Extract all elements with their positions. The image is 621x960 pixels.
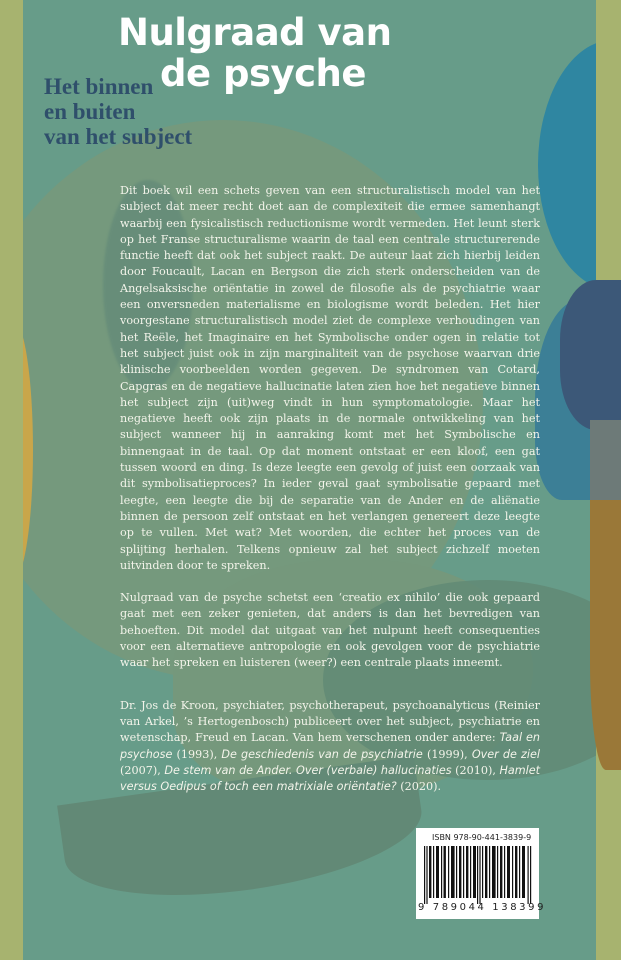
title-line-1: Nulgraad van <box>118 11 392 54</box>
barcode-bars-icon <box>424 846 532 904</box>
book-subtitle <box>44 74 192 149</box>
navy-blob-shape <box>560 280 621 430</box>
subtitle-line-3: van het subject <box>44 124 193 149</box>
work-title: Hamlet versus Oedipus of toch een matrixiale oriëntatie? <box>120 763 540 794</box>
work-year: (1993), <box>172 747 222 761</box>
isbn-barcode <box>416 828 547 919</box>
work-year: (2007), <box>120 763 165 777</box>
orange-blob-shape <box>590 500 621 770</box>
work-title: Over de ziel <box>471 747 541 761</box>
subtitle-line-1: Het binnen <box>44 74 154 99</box>
work-year: (2010), <box>451 763 500 777</box>
author-bio <box>120 698 540 796</box>
work-title: De geschiedenis van de psychiatrie <box>221 747 423 761</box>
blurb-paragraph-1: Dit boek wil een schets geven van een structuralistisch model van het subject dat meer recht doet aan de complexiteit die ermee samenhangt waarbij een fysicalistisch reductionisme wordt vermeden. Het leunt sterk op het Franse structuralisme waarin de taal een centrale structurerende functie heeft dat ook het subject raakt. De auteur laat zich hierbij leiden door Foucault, Lacan en Bergson die zich sterk onderscheiden van de Angelsaksische oriëntatie in zowel de filosofie als de psychiatrie waar een onversneden materialisme en biologisme wordt beleden. Het hier voorgestane structuralistisch model ziet de complexe verhoudingen van het Reële, het Imaginaire en het Symbolische onder ogen in relatie tot het subject juist ook in zijn marginaliteit van de psychose waarvan drie klinische voorbeelden worden gegeven. De syndromen van Cotard, Capgras en de negatieve hallucinatie laten zien hoe het negatieve binnen het subject zijn (uit)weg vindt in hun symptomatologie. Maar het negatieve heeft ook zijn plaats in de normale ontwikkeling van het subject wanneer hij in aanraking komt met het Symbolische en binnengaat in de taal. Op dat moment ontstaat er een kloof, een gat tussen woord en ding. Is deze leegte een gevolg of juist een oorzaak van dit symbolisatieproces? In ieder geval gaat symbolisatie gepaard met leegte, een leegte die bij de separatie van de Ander en de aliënatie binnen de persoon zelf ontstaat en het verlangen genereert deze leegte op te vullen. Met wat? Met woorden, die echter het proces van de splijting herhalen. Telkens opnieuw zal het subject zichzelf moeten uitvinden door te spreken. <box>120 184 540 572</box>
subtitle-line-2: en buiten <box>44 99 136 124</box>
barcode-digits: 9 789044 138399 <box>418 902 547 913</box>
isbn-label: ISBN 978-90-441-3839-9 <box>432 833 532 842</box>
author-bio-intro: Dr. Jos de Kroon, psychiater, psychotherapeut, psychoanalyticus (Reinier van Arkel, ’s Hertogenbosch) publiceert over het subject, psychiatrie en wetenschap, Freud en Lacan. Van hem verschenen onder andere: <box>120 698 540 745</box>
work-title: De stem van de Ander. Over (verbale) hallucinaties <box>164 763 452 777</box>
blurb-text <box>120 183 540 811</box>
title-line-2: de psyche <box>160 52 366 95</box>
work-year: (2020). <box>396 780 442 794</box>
blurb-paragraph-2: Nulgraad van de psyche schetst een ‘creatio ex nihilo’ die ook gepaard gaat met een zeker genieten, dat anders is dan het bevredigen van behoeften. Dit model dat uitgaat van het nulpunt heeft consequenties voor een alternatieve antropologie en ook gevolgen voor de psychiatrie waar het spreken en luisteren (weer?) een centrale plaats inneemt. <box>120 591 540 670</box>
work-title: Taal en psychose <box>120 731 541 761</box>
work-year: (1999), <box>422 747 472 761</box>
